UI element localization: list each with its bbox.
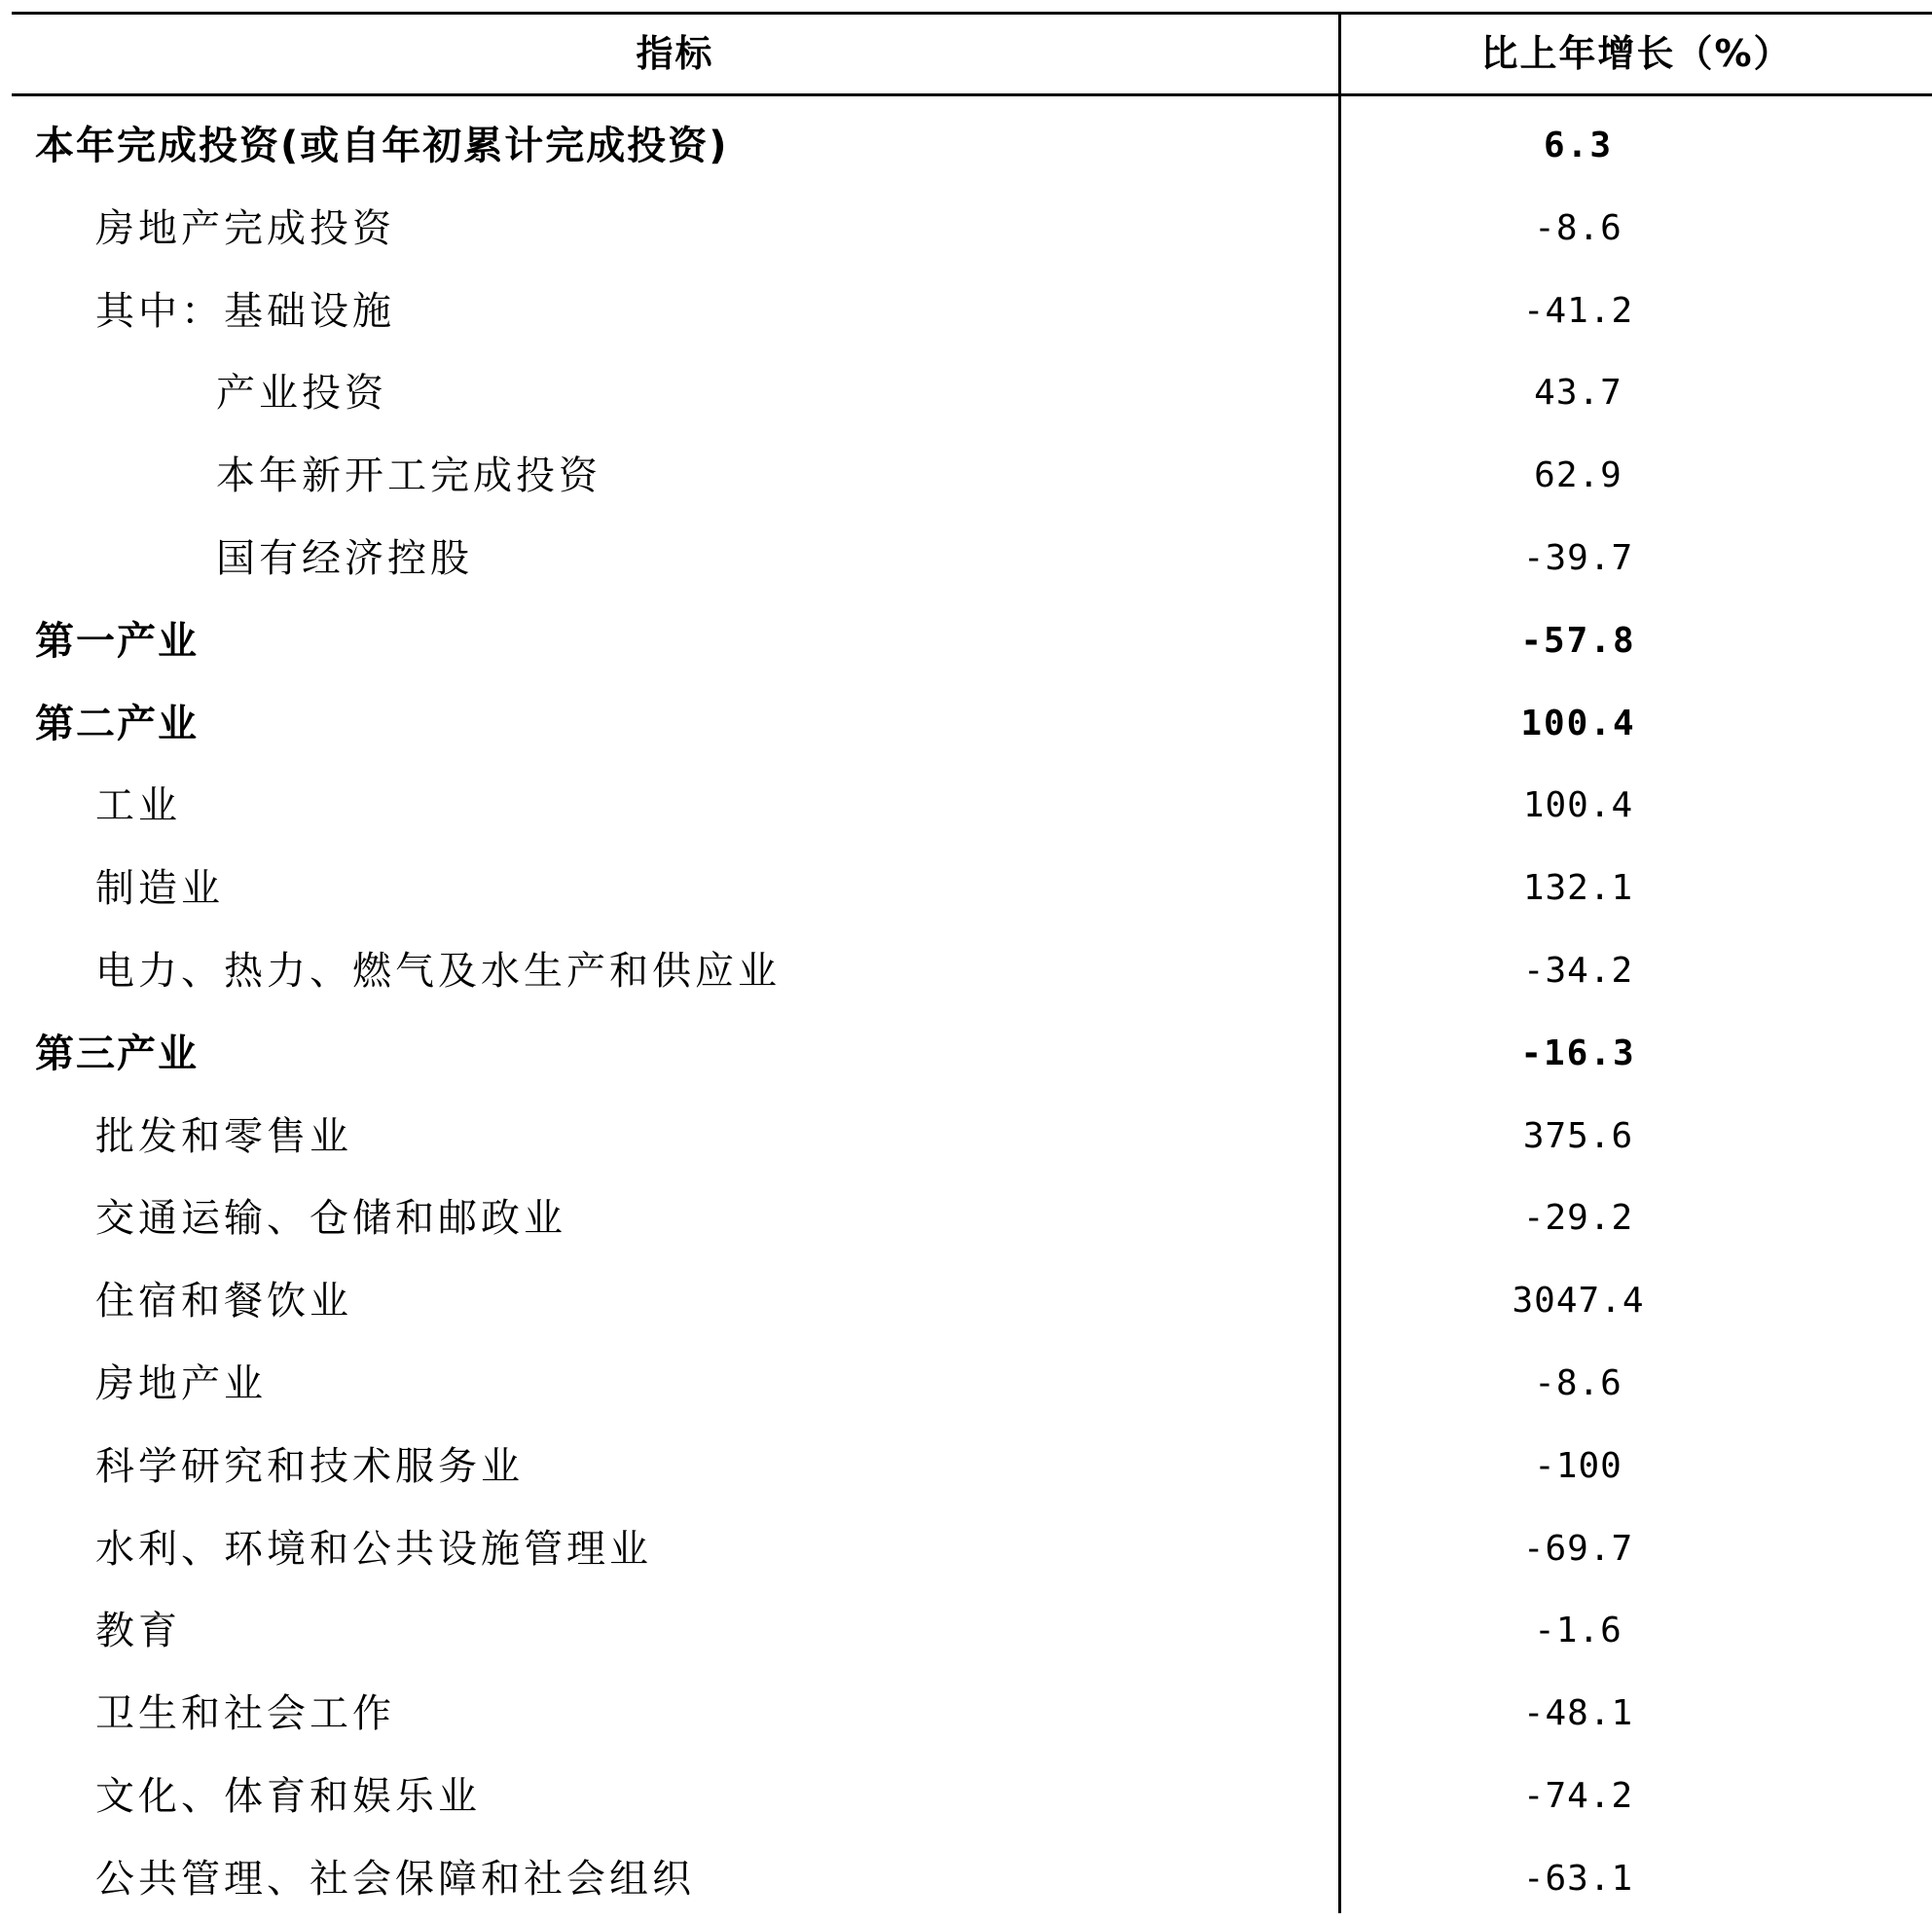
indicator-label: 房地产完成投资	[95, 205, 395, 251]
table-row	[12, 518, 1932, 600]
indicator-label: 公共管理、社会保障和社会组织	[95, 1856, 695, 1902]
indicator-label: 文化、体育和娱乐业	[95, 1773, 481, 1819]
growth-value: 62.9	[1534, 455, 1622, 496]
table-row	[12, 1756, 1932, 1838]
indicator-label: 本年新开工完成投资	[216, 453, 601, 499]
table-row	[12, 271, 1932, 353]
table-row	[12, 1096, 1932, 1178]
table-header-rule	[12, 93, 1932, 96]
column-header-indicator: 指标	[636, 32, 714, 75]
growth-value: 43.7	[1534, 373, 1622, 414]
table-row	[12, 105, 1932, 188]
table-row	[12, 1260, 1932, 1343]
growth-value: 100.4	[1522, 785, 1634, 826]
indicator-label: 交通运输、仓储和邮政业	[95, 1196, 566, 1242]
table-row	[12, 352, 1932, 435]
growth-value: -63.1	[1522, 1858, 1634, 1899]
growth-value: 3047.4	[1512, 1281, 1645, 1322]
indicator-label: 工业	[95, 783, 181, 829]
indicator-label: 第二产业	[35, 701, 199, 746]
indicator-label: 水利、环境和公共设施管理业	[95, 1526, 652, 1572]
indicator-label: 教育	[95, 1609, 181, 1654]
growth-value: -74.2	[1522, 1775, 1634, 1816]
indicator-label: 产业投资	[216, 371, 387, 417]
indicator-label: 本年完成投资(或自年初累计完成投资)	[35, 124, 729, 168]
growth-value: -29.2	[1522, 1198, 1634, 1239]
table-row	[12, 435, 1932, 518]
table-row	[12, 1426, 1932, 1508]
indicator-label: 国有经济控股	[216, 535, 473, 581]
growth-value: -34.2	[1522, 950, 1634, 991]
indicator-label: 住宿和餐饮业	[95, 1279, 352, 1324]
table-header-row	[12, 15, 1932, 93]
growth-value: 132.1	[1522, 868, 1634, 909]
table-row	[12, 188, 1932, 271]
table-row	[12, 848, 1932, 930]
table-row	[12, 1508, 1932, 1591]
growth-value: -1.6	[1534, 1611, 1622, 1651]
table-row	[12, 930, 1932, 1013]
growth-value: 375.6	[1522, 1115, 1634, 1156]
growth-value: -100	[1534, 1445, 1622, 1486]
table-row	[12, 1343, 1932, 1426]
growth-value: -69.7	[1522, 1528, 1634, 1569]
indicator-label: 批发和零售业	[95, 1113, 352, 1159]
growth-value: -41.2	[1522, 290, 1634, 331]
growth-value: -8.6	[1534, 207, 1622, 248]
table-row	[12, 600, 1932, 683]
indicator-label: 科学研究和技术服务业	[95, 1443, 524, 1489]
indicator-label: 卫生和社会工作	[95, 1691, 395, 1737]
column-header-growth: 比上年增长（%）	[1480, 32, 1793, 75]
indicator-label: 房地产业	[95, 1360, 267, 1406]
growth-value: 6.3	[1543, 126, 1614, 165]
table-row	[12, 1013, 1932, 1096]
indicator-label: 第一产业	[35, 618, 199, 664]
investment-growth-table	[12, 12, 1932, 1913]
table-row	[12, 1590, 1932, 1673]
growth-value: -8.6	[1534, 1362, 1622, 1403]
table-row	[12, 1838, 1932, 1921]
indicator-label: 电力、热力、燃气及水生产和供应业	[95, 948, 781, 994]
growth-value: -16.3	[1520, 1033, 1636, 1073]
indicator-label: 第三产业	[35, 1031, 199, 1076]
table-row	[12, 683, 1932, 766]
table-row	[12, 765, 1932, 848]
growth-value: -57.8	[1520, 620, 1636, 661]
table-body	[12, 105, 1932, 1921]
growth-value: 100.4	[1520, 703, 1636, 743]
growth-value: -39.7	[1522, 537, 1634, 578]
table-row	[12, 1673, 1932, 1756]
table-row	[12, 1178, 1932, 1260]
growth-value: -48.1	[1522, 1693, 1634, 1734]
indicator-label: 其中：基础设施	[95, 288, 395, 334]
indicator-label: 制造业	[95, 866, 224, 912]
